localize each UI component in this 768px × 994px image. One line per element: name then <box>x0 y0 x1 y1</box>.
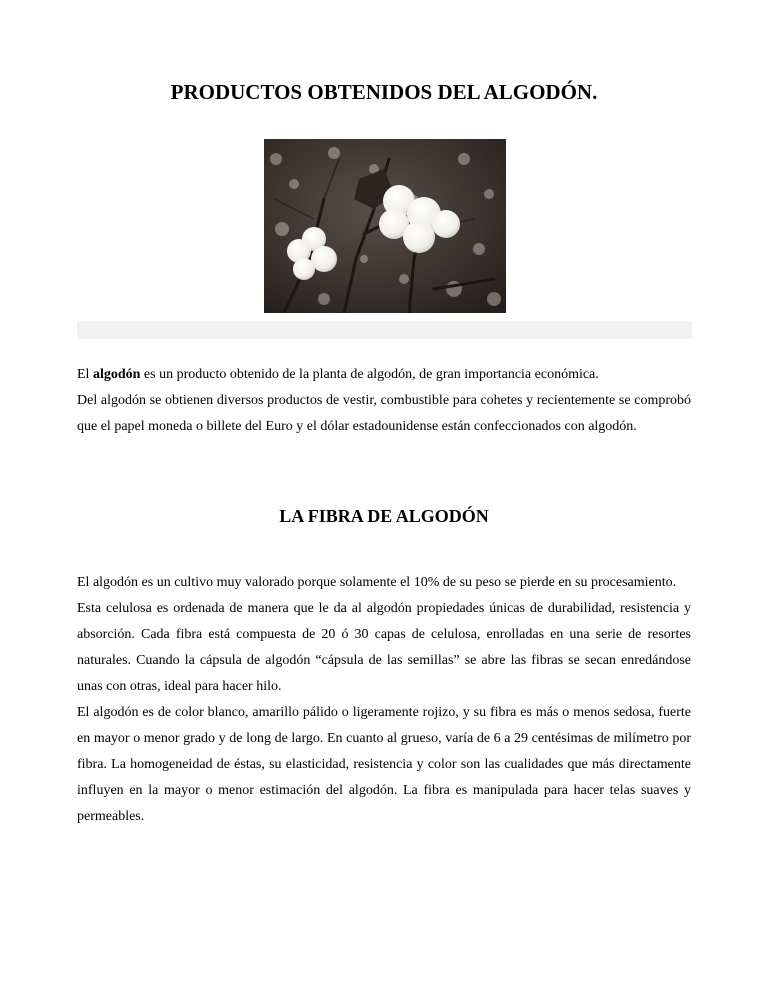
keyword-algodon: algodón <box>92 367 141 382</box>
cotton-plant-photo <box>264 139 506 313</box>
intro-paragraph-2: Del algodón se obtienen diversos productos de vestir, combustible para cohetes y recientemente se comprobó que el papel moneda o billete del Euro y el dólar estadounidense están confeccionados con algodón. <box>77 393 691 434</box>
fibra-paragraph-3: El algodón es de color blanco, amarillo pálido o ligeramente rojizo, y su fibra es más o menos sedosa, fuerte en mayor o menor grado y de long de largo. En cuanto al grueso, varía de 6 a 29 centésimas de milímetro por fibra. La homogeneidad de éstas, su elasticidad, resistencia y color son las cualidades que más directamente influyen en la mayor o menor estimación del algodón. La fibra es manipulada para hacer telas suaves y permeables. <box>77 705 691 824</box>
intro-section <box>77 362 691 440</box>
fibra-paragraph-1: El algodón es un cultivo muy valorado porque solamente el 10% de su peso se pierde en su procesamiento. <box>77 575 677 590</box>
fibra-section <box>77 570 691 830</box>
fibra-paragraph-2: Esta celulosa es ordenada de manera que le da al algodón propiedades únicas de durabilidad, resistencia y absorción. Cada fibra está compuesta de 20 ó 30 capas de celulosa, enrolladas en una serie de resortes naturales. Cuando la cápsula de algodón “cápsula de las semillas” se abre las fibras se secan enredándose unas con otras, ideal para hacer hilo. <box>77 601 691 694</box>
intro-paragraph-1: El algodón es un producto obtenido de la planta de algodón, de gran importancia económica. <box>77 367 599 382</box>
section-title: LA FIBRA DE ALGODÓN <box>279 506 489 526</box>
page-title: PRODUCTOS OBTENIDOS DEL ALGODÓN. <box>170 80 598 104</box>
image-caption-band <box>77 321 692 339</box>
